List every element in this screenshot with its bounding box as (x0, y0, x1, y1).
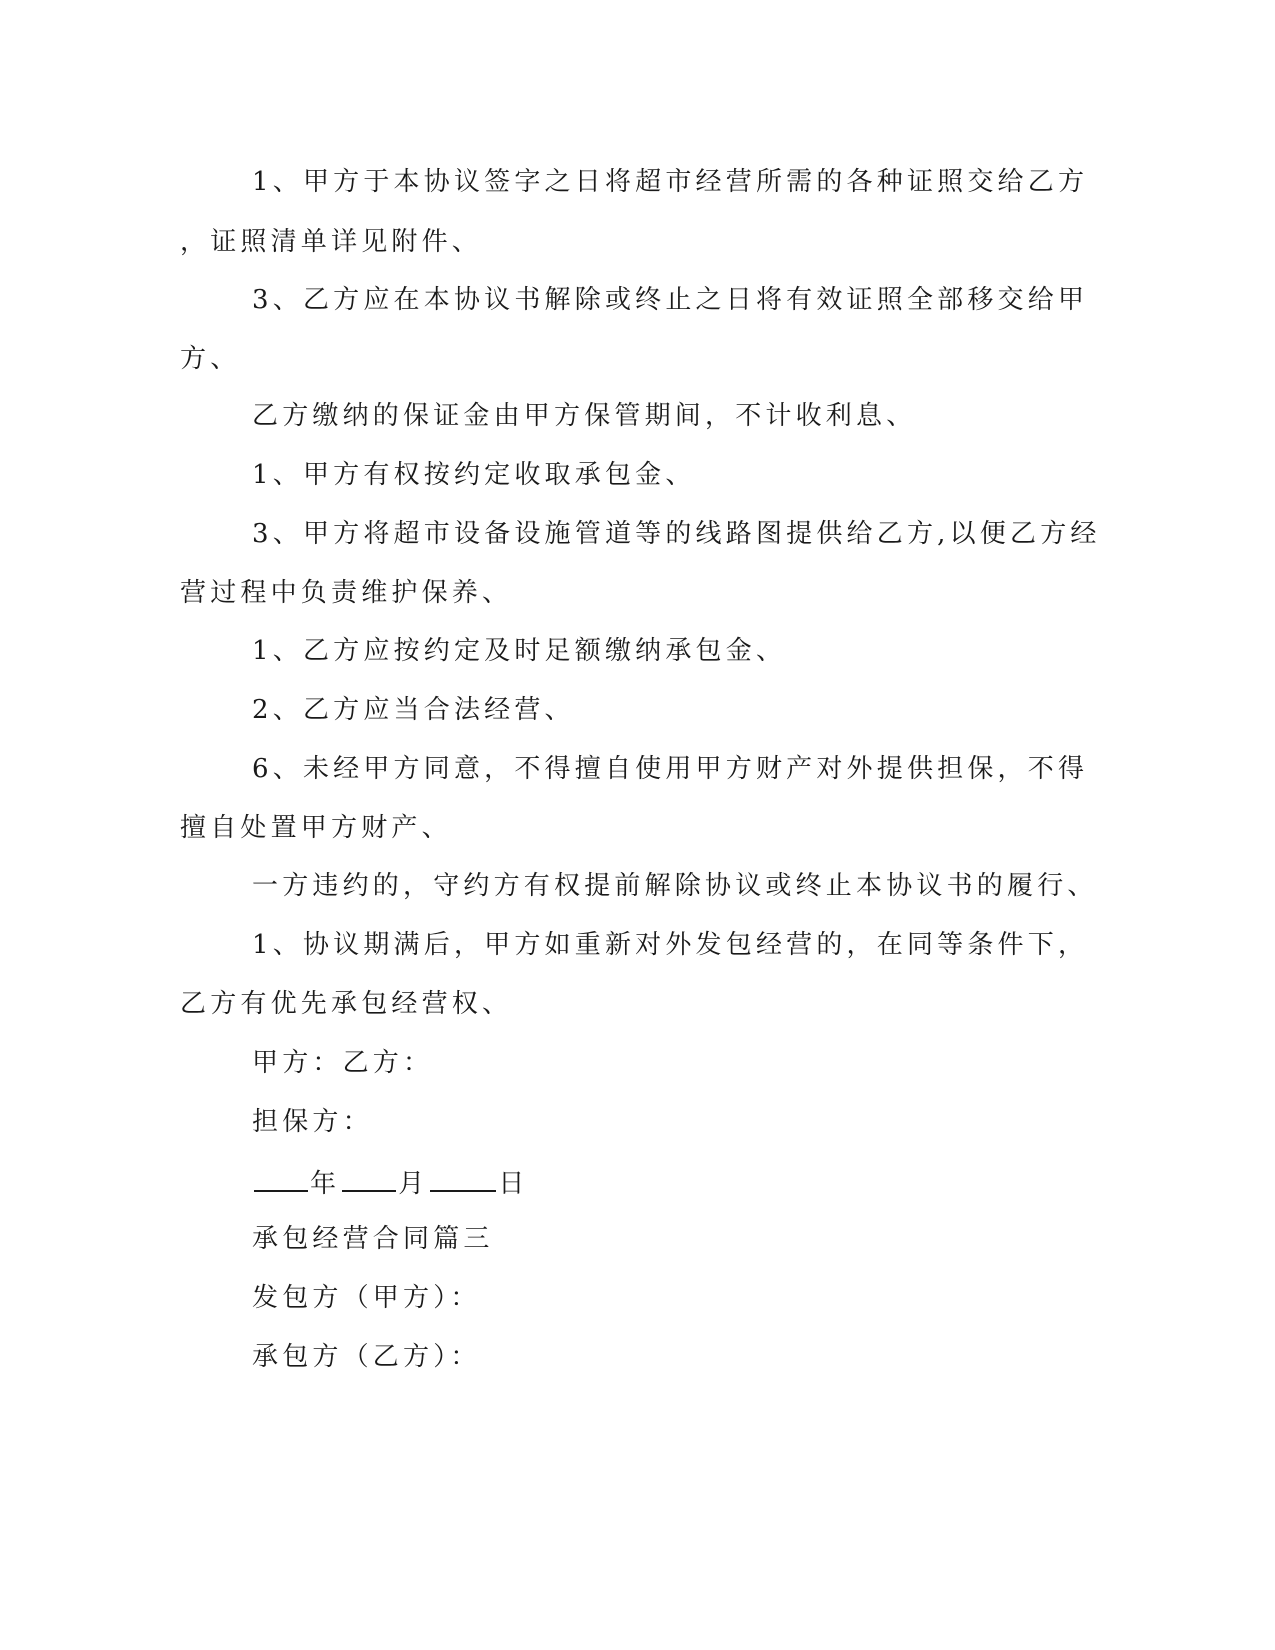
employer-party-label: 发包方（甲方）： (252, 1283, 481, 1313)
paragraph-line: 6、未经甲方同意，不得擅自使用甲方财产对外提供担保，不得 (252, 754, 1089, 784)
paragraph-line: 方、 (180, 344, 241, 374)
paragraph-line: 擅自处置甲方财产、 (180, 813, 452, 843)
month-blank (342, 1162, 396, 1192)
paragraph-line: 3、甲方将超市设备设施管道等的线路图提供给乙方,以便乙方经 (252, 519, 1101, 549)
date-line (252, 1162, 529, 1202)
year-label: 年 (310, 1169, 341, 1199)
day-label: 日 (498, 1169, 529, 1199)
paragraph-line: 1、乙方应按约定及时足额缴纳承包金、 (252, 636, 787, 666)
paragraph-line: 3、乙方应在本协议书解除或终止之日将有效证照全部移交给甲 (252, 285, 1089, 315)
month-label: 月 (398, 1169, 429, 1199)
paragraph-line: 2、乙方应当合法经营、 (252, 695, 575, 725)
day-blank (430, 1162, 496, 1192)
paragraph-line: ，证照清单详见附件、 (180, 227, 483, 257)
paragraph-line: 一方违约的，守约方有权提前解除协议或终止本协议书的履行、 (252, 871, 1098, 901)
paragraph-line: 营过程中负责维护保养、 (180, 578, 513, 608)
paragraph-line: 乙方有优先承包经营权、 (180, 989, 513, 1019)
guarantor-label: 担保方： (252, 1107, 373, 1137)
contractor-party-label: 承包方（乙方）： (252, 1342, 481, 1372)
paragraph-line: 1、甲方于本协议签字之日将超市经营所需的各种证照交给乙方 (252, 167, 1089, 197)
paragraph-line: 1、甲方有权按约定收取承包金、 (252, 460, 696, 490)
paragraph-line: 1、协议期满后，甲方如重新对外发包经营的，在同等条件下， (252, 930, 1089, 960)
signature-parties: 甲方：乙方： (252, 1048, 434, 1078)
year-blank (254, 1162, 308, 1192)
paragraph-line: 乙方缴纳的保证金由甲方保管期间，不计收利息、 (252, 401, 917, 431)
section-heading: 承包经营合同篇三 (252, 1224, 494, 1254)
